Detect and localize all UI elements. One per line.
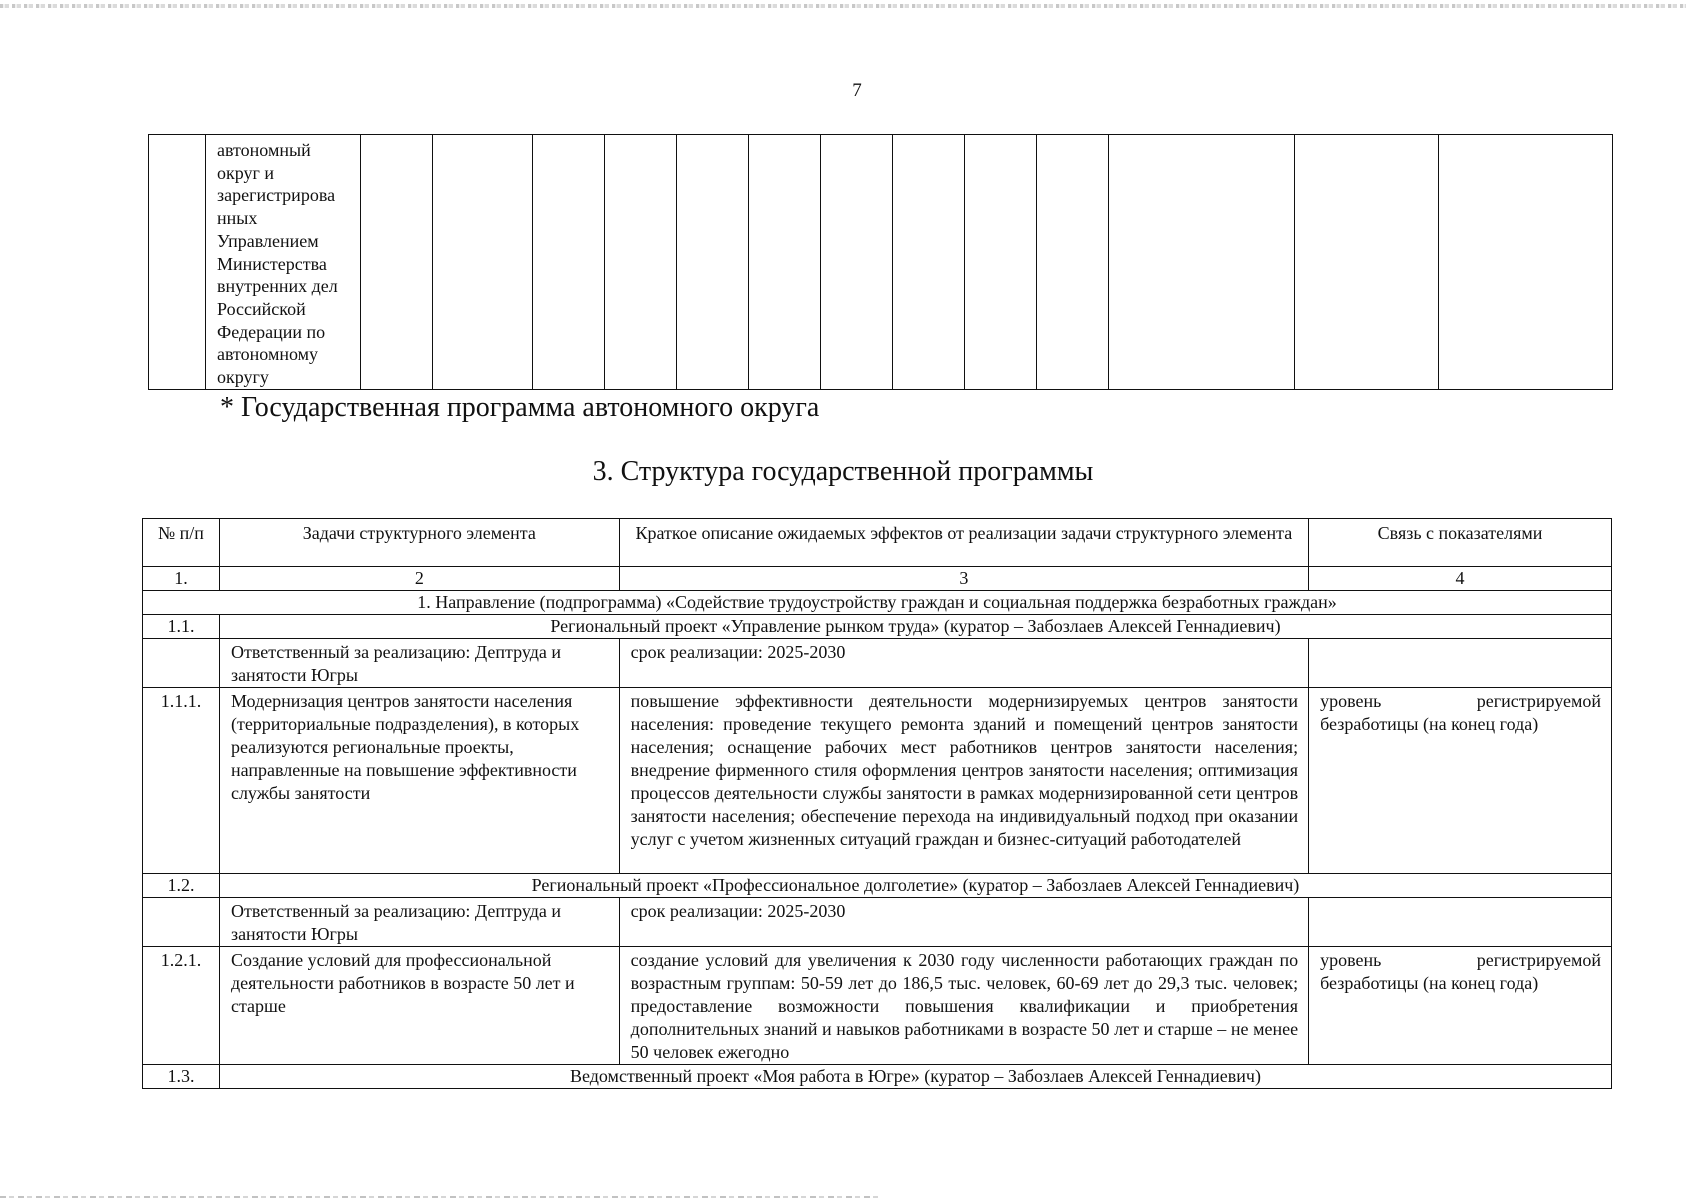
task-text: Модернизация центров занятости населения (территориальные подразделения), в которых реализуются региональные проекты, направленные на повышение эффективности службы занятости	[219, 688, 619, 874]
page-number: 7	[852, 80, 862, 101]
direction-row	[143, 591, 1612, 615]
cell-line: округу	[217, 367, 269, 388]
cell-line: Министерства	[217, 253, 327, 274]
cell-line: автономный	[217, 140, 311, 160]
cell-line: Управлением	[217, 230, 319, 251]
column-number-row	[143, 567, 1612, 591]
table-cell	[149, 135, 206, 390]
indicator-text	[1309, 947, 1612, 1065]
cell-line: внутренних дел	[217, 276, 338, 297]
term-text: срок реализации: 2025-2030	[619, 639, 1308, 688]
column-number: 4	[1309, 567, 1612, 591]
task-row	[143, 688, 1612, 874]
project-number: 1.1.	[143, 615, 220, 639]
table-cell	[1309, 898, 1612, 947]
indicator-rest: безработицы (на конец года)	[1320, 973, 1539, 993]
indicator-rest: безработицы (на конец года)	[1320, 714, 1539, 734]
indicator-word: уровень	[1320, 691, 1382, 711]
header-row	[143, 519, 1612, 567]
project-row	[143, 1065, 1612, 1089]
table-cell	[1037, 135, 1109, 390]
table-cell	[1309, 639, 1612, 688]
table-cell	[893, 135, 965, 390]
table-cell	[965, 135, 1037, 390]
project-number: 1.3.	[143, 1065, 220, 1089]
indicator-word: уровень	[1320, 950, 1382, 970]
table-cell	[143, 639, 220, 688]
cell-line: округ и	[217, 162, 275, 183]
table-cell	[533, 135, 605, 390]
table-cell	[1109, 135, 1295, 390]
project-number: 1.2.	[143, 874, 220, 898]
header-number: № п/п	[143, 519, 220, 567]
project-title: Региональный проект «Управление рынком труда» (куратор – Забозлаев Алексей Геннадиевич)	[219, 615, 1611, 639]
responsible-row	[143, 898, 1612, 947]
header-indicators: Связь с показателями	[1309, 519, 1612, 567]
footnote: * Государственная программа автономного округа	[220, 392, 820, 423]
cell-line: Федерации по	[217, 321, 326, 342]
table-cell	[143, 898, 220, 947]
header-tasks: Задачи структурного элемента	[219, 519, 619, 567]
scan-artifact-top	[0, 4, 1686, 8]
table-cell	[605, 135, 677, 390]
indicator-first-line	[1320, 690, 1601, 713]
table-cell	[821, 135, 893, 390]
table-cell	[361, 135, 433, 390]
organization-cell	[206, 135, 361, 390]
continuation-row	[149, 135, 1613, 390]
direction-title: 1. Направление (подпрограмма) «Содействие трудоустройству граждан и социальная поддержка безработных граждан»	[143, 591, 1612, 615]
task-text: Создание условий для профессиональной деятельности работников в возрасте 50 лет и старше	[219, 947, 619, 1065]
term-text: срок реализации: 2025-2030	[619, 898, 1308, 947]
structure-table	[142, 518, 1612, 1089]
effect-text: создание условий для увеличения к 2030 году численности работающих граждан по возрастным группам: 50-59 лет до 186,5 тыс. человек, 60-69 лет до 29,3 тыс. человек; предоставление возможности повышения квалификации и приобретения дополнительных знаний и навыков работниками в возрасте 50 лет и старше – не менее 50 человек ежегодно	[619, 947, 1308, 1065]
responsible-text: Ответственный за реализацию: Дептруда и занятости Югры	[219, 639, 619, 688]
scan-artifact-bottom	[0, 1196, 880, 1198]
cell-line: автономному	[217, 344, 319, 365]
column-number: 1.	[143, 567, 220, 591]
indicator-text	[1309, 688, 1612, 874]
table-cell	[677, 135, 749, 390]
task-number: 1.2.1.	[143, 947, 220, 1065]
responsible-text: Ответственный за реализацию: Дептруда и занятости Югры	[219, 898, 619, 947]
indicator-word: регистрируемой	[1476, 691, 1601, 711]
project-row	[143, 615, 1612, 639]
table-cell	[1295, 135, 1439, 390]
effect-text: повышение эффективности деятельности модернизируемых центров занятости населения: проведение текущего ремонта зданий и помещений центров занятости населения; оснащение рабочих мест работников центров занятости населения; внедрение фирменного стиля оформления центров занятости населения; оптимизация процессов деятельности службы занятости в рамках модернизированной сети центров занятости населения; обеспечение перехода на индивидуальный подход при оказании услуг с учетом жизненных ситуаций граждан и бизнес-ситуаций работодателей	[619, 688, 1308, 874]
project-title: Ведомственный проект «Моя работа в Югре» (куратор – Забозлаев Алексей Геннадиевич)	[219, 1065, 1611, 1089]
column-number: 3	[619, 567, 1308, 591]
cell-line: зарегистрирова	[217, 185, 336, 206]
header-effects: Краткое описание ожидаемых эффектов от реализации задачи структурного элемента	[619, 519, 1308, 567]
column-number: 2	[219, 567, 619, 591]
responsible-row	[143, 639, 1612, 688]
project-title: Региональный проект «Профессиональное долголетие» (куратор – Забозлаев Алексей Геннадиевич)	[219, 874, 1611, 898]
continuation-table	[148, 134, 1613, 390]
table-cell	[749, 135, 821, 390]
task-row	[143, 947, 1612, 1065]
cell-line: нных	[217, 208, 258, 229]
section-title: 3. Структура государственной программы	[592, 456, 1094, 487]
indicator-word: регистрируемой	[1476, 950, 1601, 970]
project-row	[143, 874, 1612, 898]
indicator-first-line	[1320, 949, 1601, 972]
table-cell	[433, 135, 533, 390]
task-number: 1.1.1.	[143, 688, 220, 874]
cell-line: Российской	[217, 298, 306, 319]
table-cell	[1439, 135, 1613, 390]
